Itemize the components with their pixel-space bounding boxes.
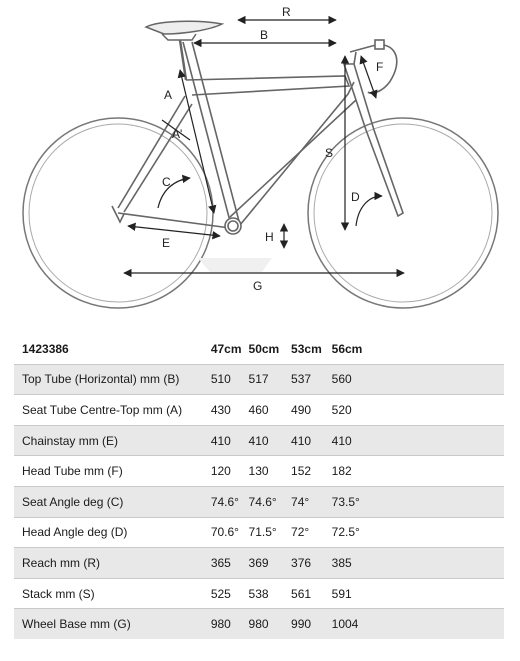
cell-value: 990	[291, 609, 332, 639]
label-A-prime: A'	[172, 127, 183, 141]
cell-value: 430	[211, 395, 249, 426]
table-row	[14, 517, 504, 548]
label-H: H	[265, 230, 274, 244]
table-row	[14, 456, 504, 487]
cell-value: 130	[249, 456, 292, 487]
table-row	[14, 486, 504, 517]
row-label: Stack mm (S)	[14, 578, 211, 609]
cell-value: 72.5°	[332, 517, 504, 548]
table-row	[14, 578, 504, 609]
label-B: B	[260, 28, 269, 42]
cell-value: 410	[211, 425, 249, 456]
cell-value: 980	[211, 609, 249, 639]
row-label: Head Angle deg (D)	[14, 517, 211, 548]
cell-value: 152	[291, 456, 332, 487]
cell-value: 591	[332, 578, 504, 609]
table-row	[14, 548, 504, 579]
cell-value: 365	[211, 548, 249, 579]
row-label: Seat Angle deg (C)	[14, 486, 211, 517]
table-header-size: 47cm	[211, 334, 249, 364]
geometry-table	[14, 334, 504, 639]
cell-value: 74°	[291, 486, 332, 517]
cell-value: 1004	[332, 609, 504, 639]
cell-value: 460	[249, 395, 292, 426]
ground-shadow	[198, 258, 272, 272]
cell-value: 520	[332, 395, 504, 426]
row-label: Wheel Base mm (G)	[14, 609, 211, 639]
label-D: D	[351, 190, 360, 204]
table-row	[14, 425, 504, 456]
cell-value: 561	[291, 578, 332, 609]
label-A: A	[164, 88, 173, 102]
cell-value: 376	[291, 548, 332, 579]
cell-value: 410	[332, 425, 504, 456]
cell-value: 525	[211, 578, 249, 609]
cell-value: 71.5°	[249, 517, 292, 548]
cell-value: 74.6°	[211, 486, 249, 517]
cell-value: 369	[249, 548, 292, 579]
row-label: Head Tube mm (F)	[14, 456, 211, 487]
cell-value: 538	[249, 578, 292, 609]
cell-value: 70.6°	[211, 517, 249, 548]
cell-value: 510	[211, 364, 249, 395]
cell-value: 490	[291, 395, 332, 426]
label-G: G	[253, 279, 263, 293]
table-row	[14, 395, 504, 426]
cell-value: 72°	[291, 517, 332, 548]
bike-geometry-diagram	[0, 0, 520, 320]
cell-value: 120	[211, 456, 249, 487]
label-S: S	[325, 146, 334, 160]
bike-drawing	[0, 0, 520, 320]
cell-value: 560	[332, 364, 504, 395]
table-header-size: 56cm	[332, 334, 504, 364]
label-E: E	[162, 236, 171, 250]
table-header-size: 50cm	[249, 334, 292, 364]
label-R: R	[282, 5, 291, 19]
row-label: Seat Tube Centre-Top mm (A)	[14, 395, 211, 426]
row-label: Chainstay mm (E)	[14, 425, 211, 456]
table-header-row	[14, 334, 504, 364]
cell-value: 74.6°	[249, 486, 292, 517]
cell-value: 410	[249, 425, 292, 456]
seatpost-clamp	[162, 34, 196, 40]
cell-value: 517	[249, 364, 292, 395]
bike-frame	[112, 40, 403, 234]
cell-value: 537	[291, 364, 332, 395]
table-header-model: 1423386	[14, 334, 211, 364]
table-row	[14, 364, 504, 395]
table-row	[14, 609, 504, 639]
table-header-size: 53cm	[291, 334, 332, 364]
label-C: C	[162, 175, 171, 189]
cell-value: 410	[291, 425, 332, 456]
row-label: Reach mm (R)	[14, 548, 211, 579]
label-F: F	[376, 60, 384, 74]
cell-value: 385	[332, 548, 504, 579]
row-label: Top Tube (Horizontal) mm (B)	[14, 364, 211, 395]
cell-value: 980	[249, 609, 292, 639]
cell-value: 73.5°	[332, 486, 504, 517]
cell-value: 182	[332, 456, 504, 487]
saddle	[146, 21, 222, 34]
